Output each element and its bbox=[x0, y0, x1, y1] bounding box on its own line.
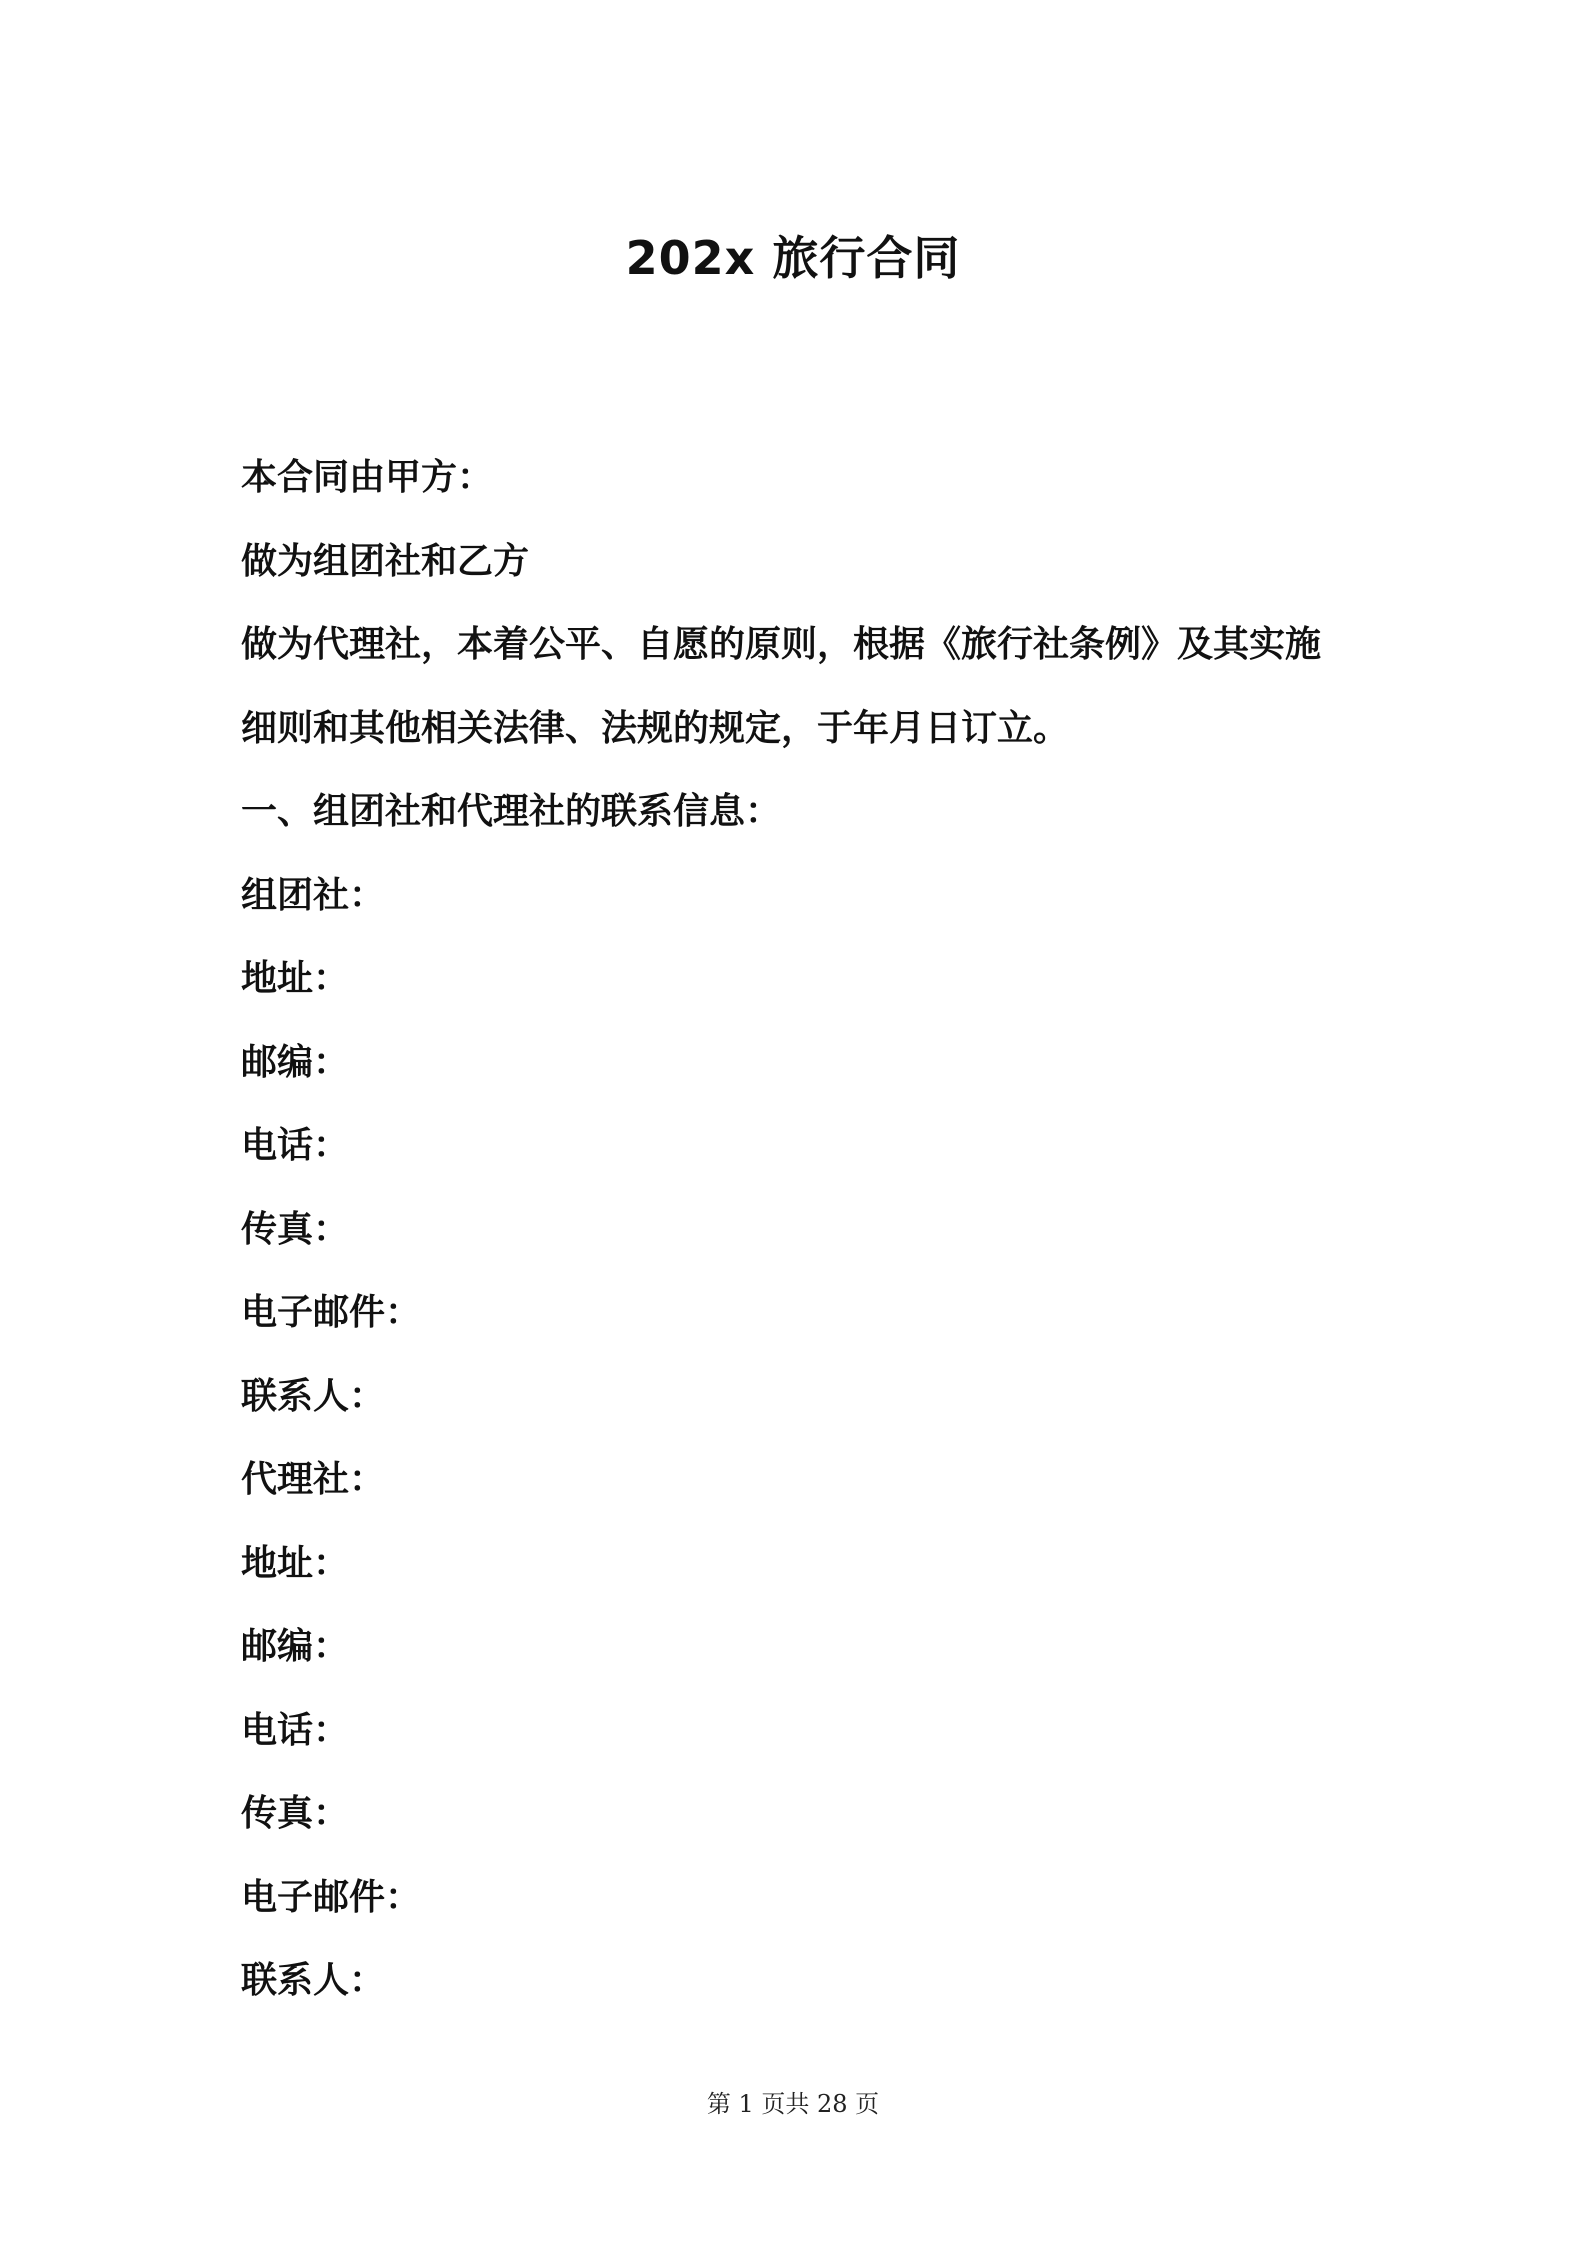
paragraph-line: 细则和其他相关法律、法规的规定，于年月日订立。 bbox=[241, 707, 1070, 749]
field-label-email: 电子邮件： bbox=[241, 1876, 422, 1918]
page-number-footer: 第 1 页共 28 页 bbox=[706, 2090, 880, 2118]
field-label-fax: 传真： bbox=[241, 1208, 350, 1250]
document-body bbox=[241, 448, 1361, 2035]
field-label-postcode: 邮编： bbox=[241, 1626, 350, 1667]
field-label-phone: 电话： bbox=[241, 1709, 350, 1751]
field-label-contact: 联系人： bbox=[241, 1375, 386, 1417]
document-title: 202x 旅行合同 bbox=[625, 231, 961, 285]
section-heading: 一、组团社和代理社的联系信息： bbox=[241, 791, 782, 832]
field-label-address: 地址： bbox=[241, 1542, 350, 1584]
paragraph-line: 做为代理社，本着公平、自愿的原则，根据《旅行社条例》及其实施 bbox=[241, 624, 1322, 665]
paragraph-line: 本合同由甲方： bbox=[241, 457, 494, 498]
field-label-organizer: 组团社： bbox=[241, 874, 386, 916]
paragraph-line: 做为组团社和乙方 bbox=[241, 540, 530, 582]
field-label-email: 电子邮件： bbox=[241, 1292, 422, 1333]
field-label-phone: 电话： bbox=[241, 1125, 350, 1166]
field-label-fax: 传真： bbox=[241, 1793, 350, 1834]
field-label-contact: 联系人： bbox=[241, 1960, 386, 2001]
field-label-agency: 代理社： bbox=[241, 1459, 386, 1500]
field-label-address: 地址： bbox=[241, 958, 350, 999]
field-label-postcode: 邮编： bbox=[241, 1041, 350, 1083]
